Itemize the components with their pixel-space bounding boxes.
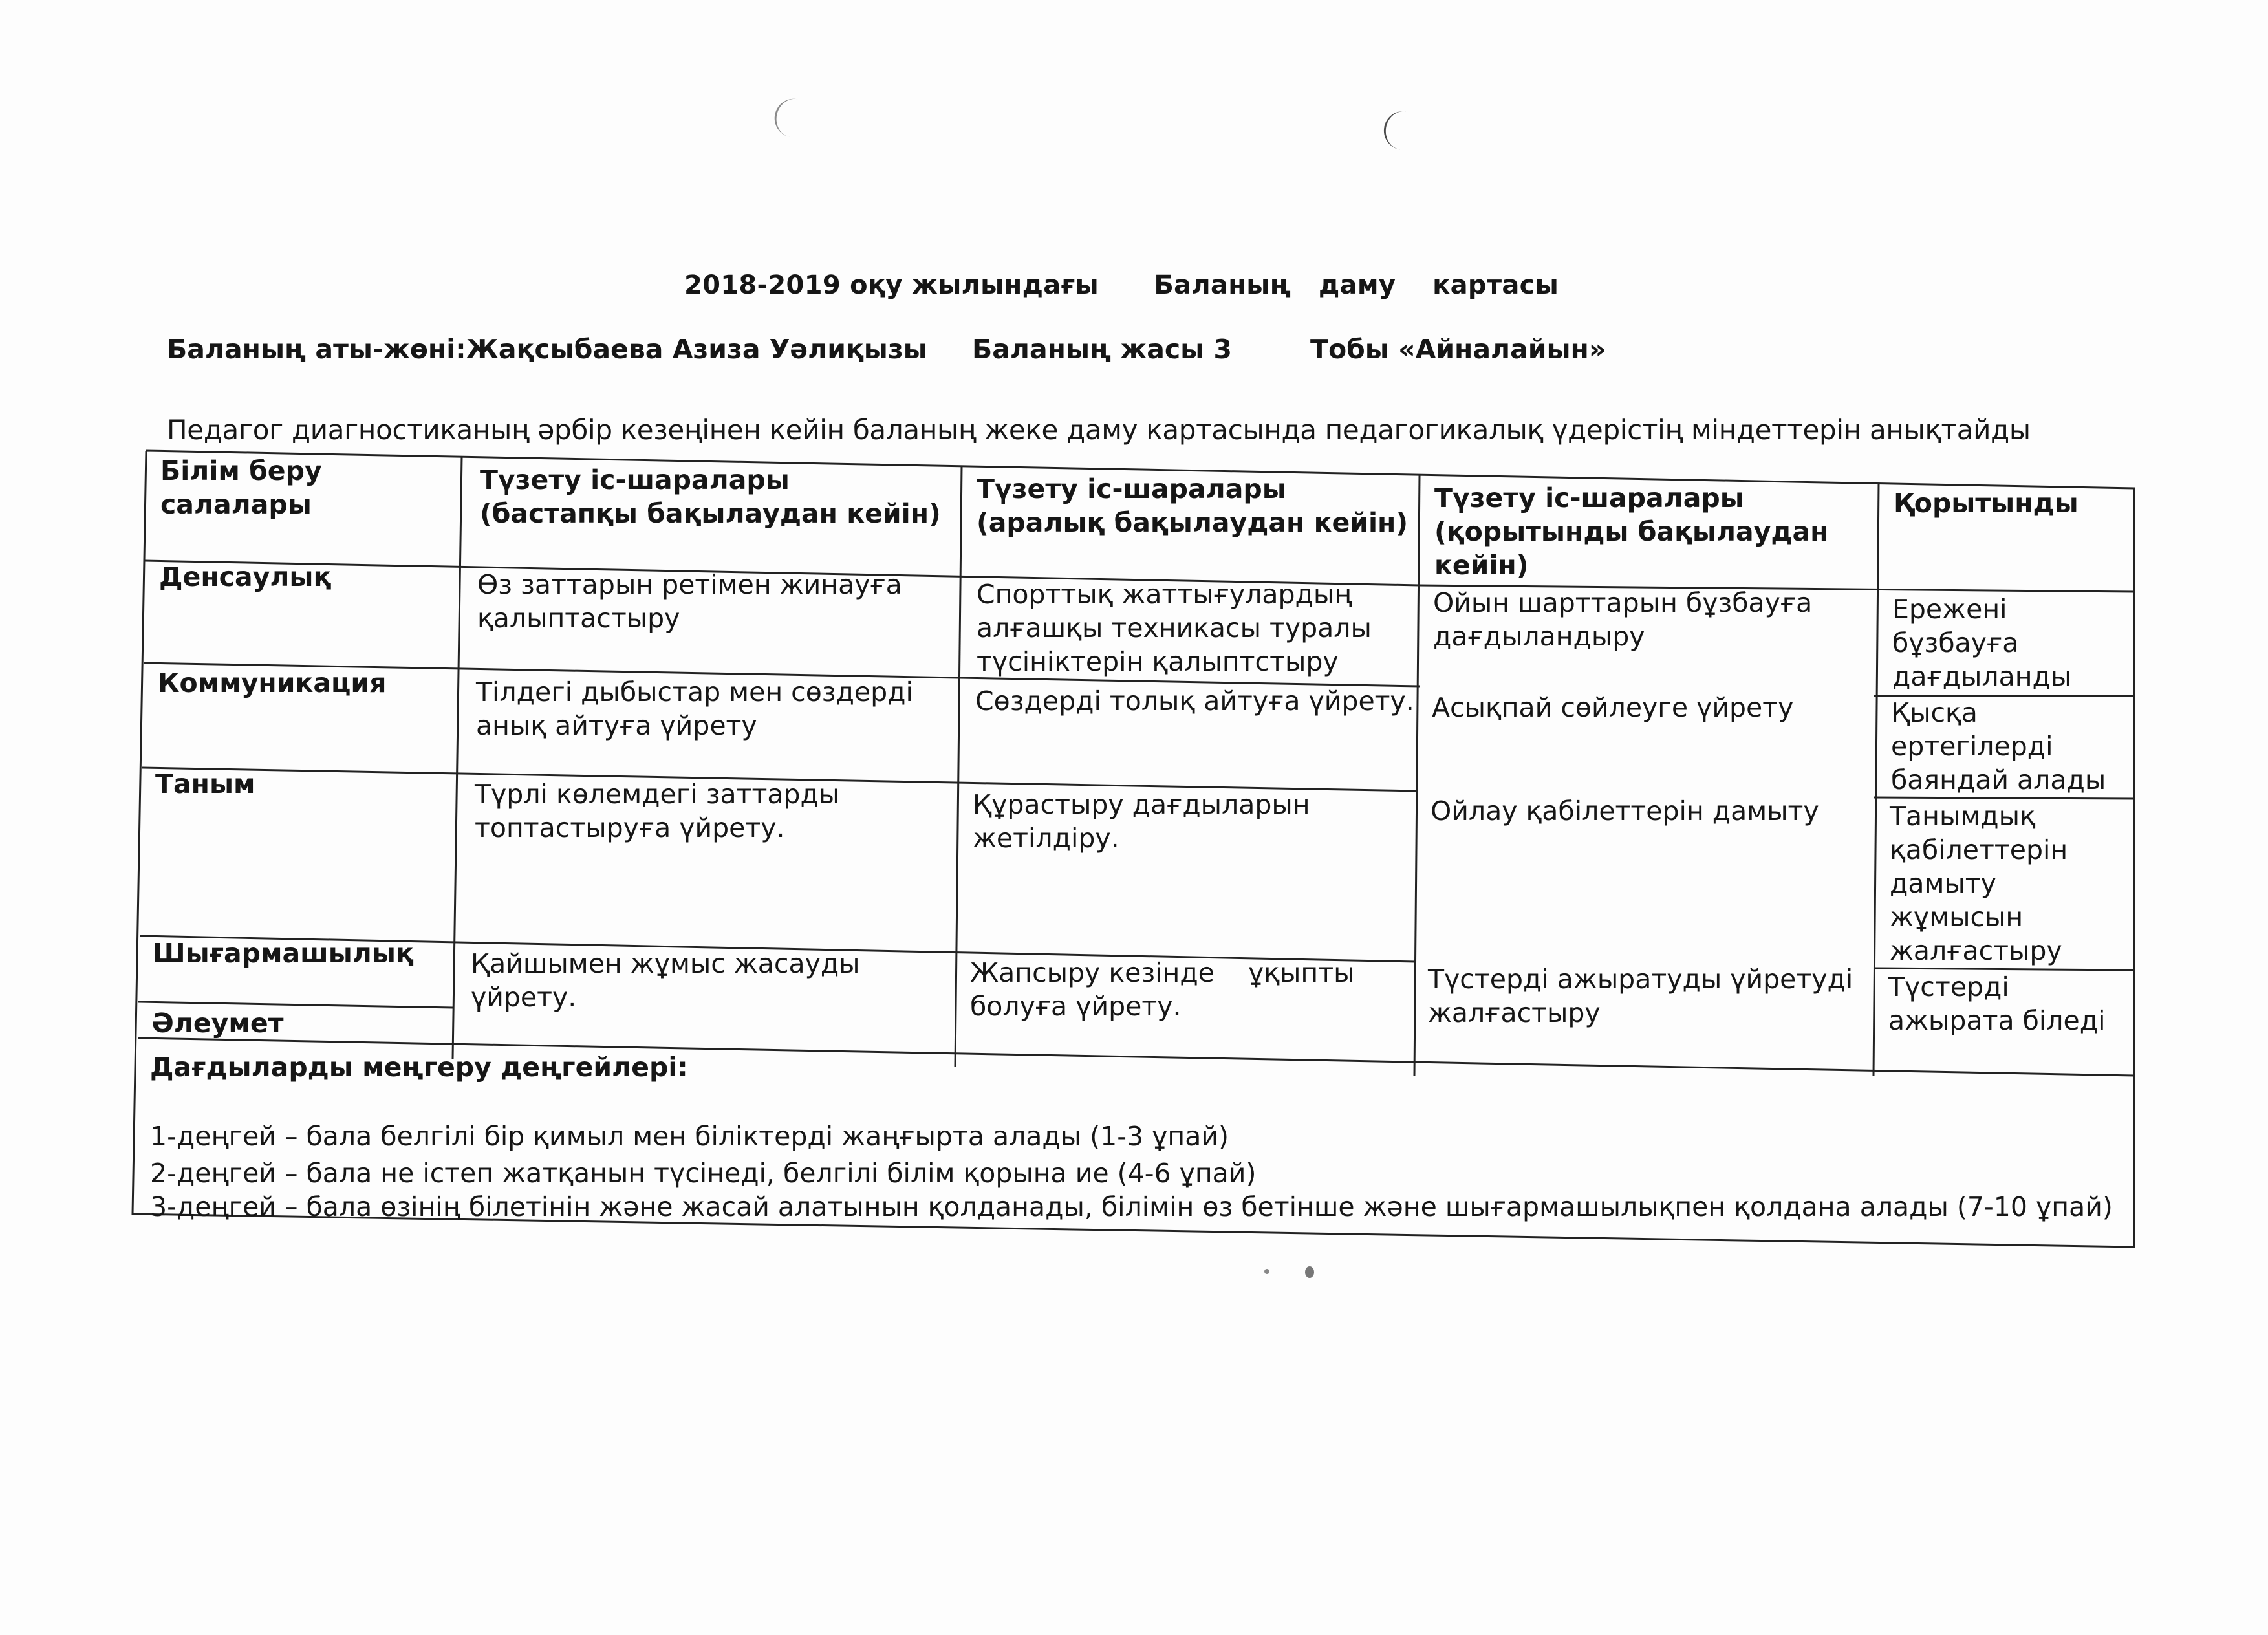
row-result-cell: Танымдық қабілеттерін дамыту жұмысын жалғастыру <box>1890 801 2068 966</box>
header-education-area: Білім беру салалары <box>160 455 322 520</box>
row-middle-cell: Құрастыру дағдыларын жетілдіру. <box>973 789 1310 854</box>
row-area-label: Шығармашылық <box>153 938 414 969</box>
row-final-cell: Түстерді ажыратуды үйретуді жалғастыру <box>1428 964 1853 1028</box>
level-item: 3-деңгей – бала өзінің білетінін және жасай алатынын қолданады, білімін өз бетінше және шығармашылықпен қолдана алады (7-10 ұпай) <box>150 1191 2113 1222</box>
row-area-label: Таным <box>155 768 255 799</box>
row-middle-cell: Жапсыру кезінде ұқыпты болуға үйрету. <box>970 957 1355 1022</box>
description: Педагог диагностиканың әрбір кезеңінен кейін баланың жеке даму картасында педагогикалық үдерістің міндеттерін анықтайды <box>167 414 2031 446</box>
row-final-cell: Ойын шарттарын бұзбауға дағдыландыру <box>1433 587 1813 652</box>
row-area-label: Коммуникация <box>158 667 387 698</box>
header-middle: Түзету іс-шаралары (аралық бақылаудан кейін) <box>977 473 1409 538</box>
row-final-cell: Ойлау қабілеттерін дамыту <box>1431 796 1819 827</box>
row-area-label: Денсаулық <box>159 561 332 592</box>
header-initial: Түзету іс-шаралары (бастапқы бақылаудан кейін) <box>480 464 941 529</box>
row-result-cell: Түстерді ажырата біледі <box>1888 971 2106 1036</box>
row-initial-cell: Өз заттарын ретімен жинауға қалыптастыру <box>477 569 902 634</box>
levels-title: Дағдыларды меңгеру деңгейлері: <box>150 1052 688 1083</box>
level-item: 1-деңгей – бала белгілі бір қимыл мен біліктерді жаңғырта алады (1-3 ұпай) <box>150 1121 1229 1152</box>
row-area-label: Әлеумет <box>151 1008 284 1039</box>
child-name: Баланың аты-жөні:Жақсыбаева Азиза Уәлиқызы <box>167 334 927 365</box>
row-initial-cell: Қайшымен жұмыс жасауды үйрету. <box>471 948 860 1013</box>
row-initial-cell: Түрлі көлемдегі заттарды топтастыруға үйрету. <box>475 779 840 843</box>
row-final-cell: Асықпай сөйлеуге үйрету <box>1432 692 1794 723</box>
level-item: 2-деңгей – бала не істеп жатқанын түсінеді, белгілі білім қорына ие (4-6 ұпай) <box>150 1158 1257 1189</box>
header-result: Қорытынды <box>1894 488 2079 519</box>
child-age: Баланың жасы 3 <box>972 334 1233 365</box>
row-middle-cell: Спорттық жаттығулардың алғашқы техникасы туралы түсініктерін қалыптстыру <box>977 579 1372 677</box>
row-middle-cell: Сөздерді толық айтуға үйрету. <box>975 686 1414 717</box>
header-final: Түзету іс-шаралары (қорытынды бақылаудан кейін) <box>1434 482 1829 581</box>
document-title: 2018-2019 оқу жылындағы Баланың даму картасы <box>684 270 1559 300</box>
row-result-cell: Ережені бұзбауға дағдыланды <box>1892 594 2072 692</box>
row-initial-cell: Тілдегі дыбыстар мен сөздерді анық айтуға үйрету <box>476 677 913 741</box>
row-result-cell: Қысқа ертегілерді баяндай алады <box>1891 697 2106 796</box>
group-name: Тобы «Айналайын» <box>1310 334 1606 365</box>
